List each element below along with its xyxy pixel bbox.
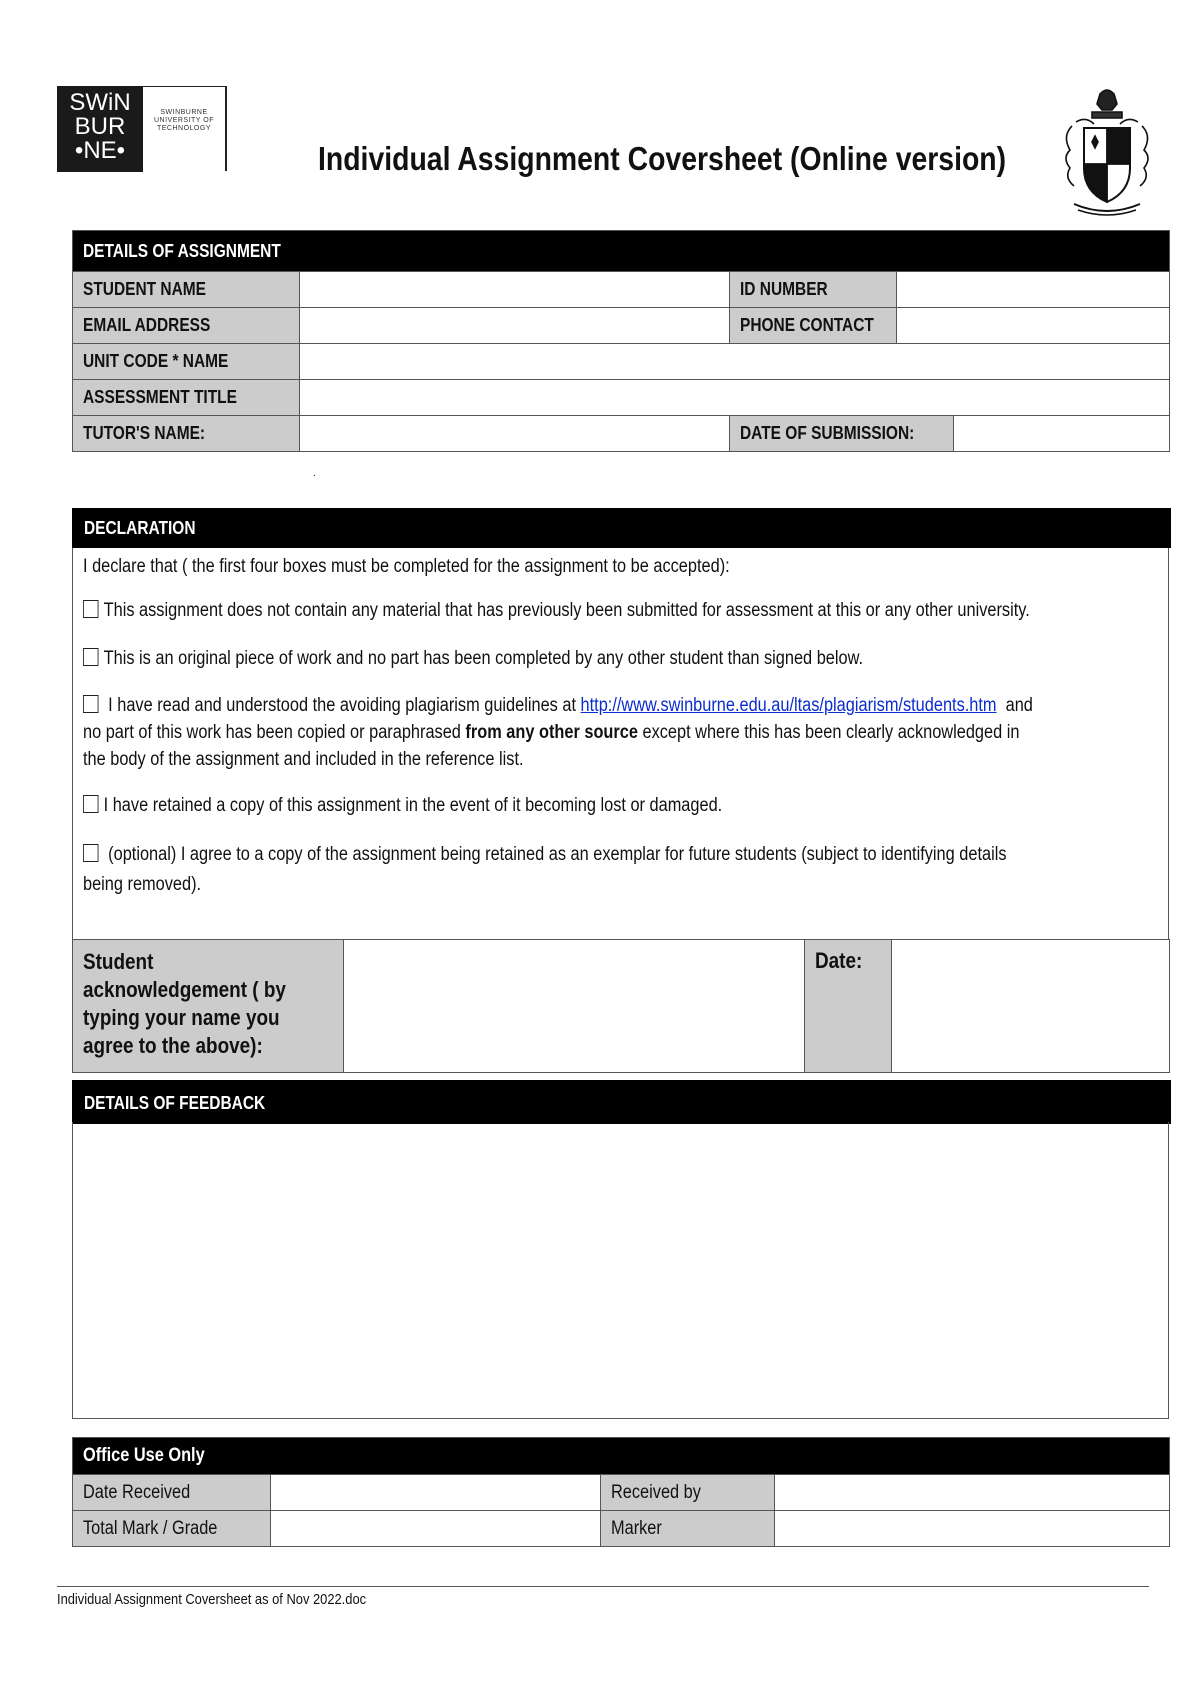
assessment-title-field[interactable] — [300, 380, 1170, 416]
plagiarism-guidelines-link[interactable]: http://www.swinburne.edu.au/ltas/plagiarism/students.htm — [580, 695, 997, 716]
footer-divider — [57, 1586, 1149, 1587]
declaration-item-4: I have retained a copy of this assignment in the event of it becoming lost or damaged. — [83, 792, 1163, 819]
student-acknowledgement-label: Student acknowledgement ( by typing your name you agree to the above): — [73, 940, 344, 1073]
marker-label: Marker — [601, 1511, 775, 1547]
id-number-label: ID NUMBER — [730, 272, 897, 308]
date-submission-label: DATE OF SUBMISSION: — [730, 416, 954, 452]
total-mark-label: Total Mark / Grade — [73, 1511, 271, 1547]
declaration-intro: I declare that ( the first four boxes must be completed for the assignment to be accepted): — [83, 556, 730, 577]
declaration-item-5: (optional) I agree to a copy of the assignment being retained as an exemplar for future students (subject to identifying details being removed). — [83, 844, 1007, 895]
acknowledgement-table — [72, 939, 1170, 1073]
checkbox-icon[interactable] — [83, 795, 98, 813]
logo-side-line: TECHNOLOGY — [156, 125, 211, 132]
checkbox-icon[interactable] — [83, 648, 98, 666]
logo-mark — [57, 86, 143, 172]
received-by-label: Received by — [601, 1475, 775, 1511]
footer-filename: Individual Assignment Coversheet as of Nov 2022.doc — [57, 1591, 367, 1608]
tutor-name-field[interactable] — [300, 416, 730, 452]
section-header-declaration: DECLARATION — [72, 508, 1171, 548]
student-acknowledgement-field[interactable] — [344, 940, 805, 1073]
phone-field[interactable] — [897, 308, 1170, 344]
section-header-feedback: DETAILS OF FEEDBACK — [72, 1080, 1171, 1124]
office-use-table — [72, 1437, 1170, 1547]
id-number-field[interactable] — [897, 272, 1170, 308]
logo-line: •NE• — [74, 137, 126, 164]
checkbox-icon[interactable] — [83, 844, 98, 862]
unit-code-field[interactable] — [300, 344, 1170, 380]
checkbox-icon[interactable] — [83, 695, 98, 713]
coat-of-arms-icon — [1062, 86, 1152, 224]
marker-field[interactable] — [775, 1511, 1170, 1547]
stray-mark: . — [313, 468, 316, 479]
swinburne-logo — [57, 86, 227, 172]
ack-date-label: Date: — [805, 940, 892, 1073]
date-received-field[interactable] — [271, 1475, 601, 1511]
student-name-label: STUDENT NAME — [73, 272, 300, 308]
declaration-item-3: I have read and understood the avoiding plagiarism guidelines at http://www.swinburne.edu.au/ltas/plagiarism/students.htm and no part of this work has been copied or paraphrased from any other source except where this has been clearly acknowledged in the body of the assignment and included in the reference list. — [83, 695, 1033, 770]
declaration-item-2: This is an original piece of work and no part has been completed by any other student than signed below. — [83, 645, 1163, 672]
ack-date-field[interactable] — [892, 940, 1170, 1073]
logo-line: BUR — [74, 113, 126, 140]
unit-code-label: UNIT CODE * NAME — [73, 344, 300, 380]
section-header-office: Office Use Only — [73, 1438, 1170, 1475]
assessment-title-label: ASSESSMENT TITLE — [73, 380, 300, 416]
feedback-field[interactable] — [72, 1122, 1169, 1419]
date-submission-field[interactable] — [954, 416, 1170, 452]
logo-side-line: SWINBURNE — [160, 109, 208, 116]
phone-label: PHONE CONTACT — [730, 308, 897, 344]
email-label: EMAIL ADDRESS — [73, 308, 300, 344]
logo-side-line: UNIVERSITY OF — [153, 117, 215, 124]
assignment-details-table — [72, 230, 1170, 452]
received-by-field[interactable] — [775, 1475, 1170, 1511]
student-name-field[interactable] — [300, 272, 730, 308]
checkbox-icon[interactable] — [83, 600, 98, 618]
email-field[interactable] — [300, 308, 730, 344]
tutor-name-label: TUTOR'S NAME: — [73, 416, 300, 452]
page-title: Individual Assignment Coversheet (Online version) — [318, 140, 1007, 177]
declaration-item-1: This assignment does not contain any material that has previously been submitted for assessment at this or any other university. — [83, 597, 1163, 624]
date-received-label: Date Received — [73, 1475, 271, 1511]
logo-line: SWiN — [69, 89, 131, 116]
total-mark-field[interactable] — [271, 1511, 601, 1547]
section-header-assignment: DETAILS OF ASSIGNMENT — [73, 231, 1170, 272]
logo-wordmark — [143, 86, 227, 171]
